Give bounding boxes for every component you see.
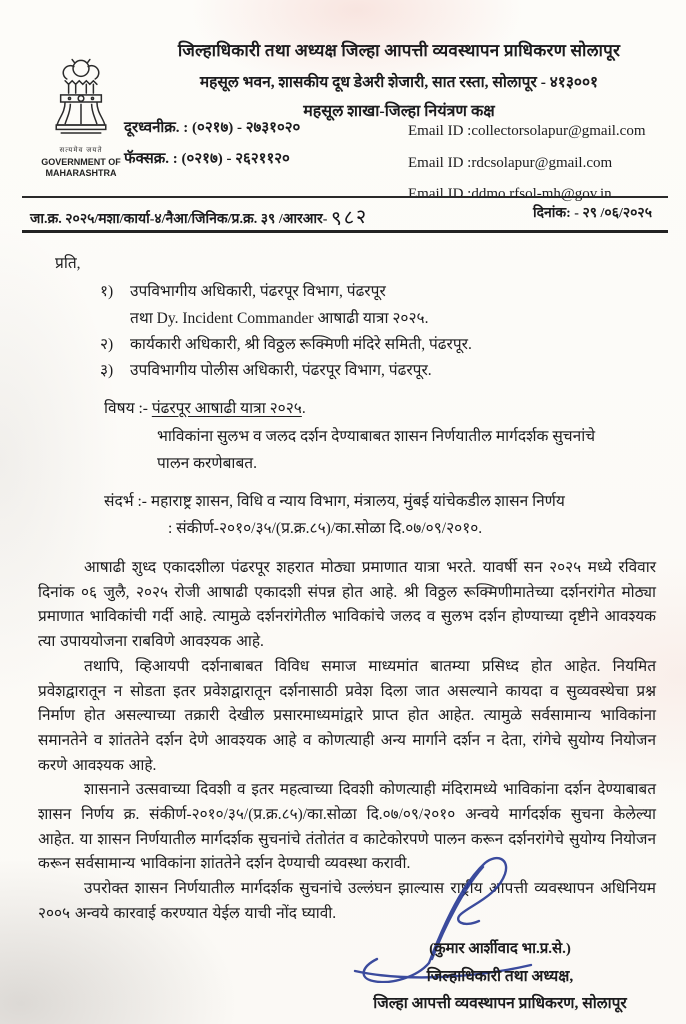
outward-number-line (30, 202, 368, 229)
body-paragraph-1: आषाढी शुध्द एकादशीला पंढरपूर शहरात मोठ्या प्रमाणात यात्रा भरते. यावर्षी सन २०२५ मध्ये रविवार दिनांक ०६ जुलै, २०२५ रोजी आषाढी एकादशी संपन्न होत आहे. श्री विठ्ठल रूक्मिणीमातेच्या दर्शनरांगेत मोठ्या प्रमाणात भाविकांची गर्दी आहे. त्यामुळे दर्शनरांगेतील भाविकांचे जलद व सुलभ दर्शन होण्याच्या दृष्टीने आवश्यक त्या उपाययोजना राबविणे आवश्यक आहे. (38, 559, 656, 651)
salutation-prati: प्रति, (55, 255, 81, 272)
letter-body (38, 556, 656, 927)
letterhead-branch: महसूल शाखा-जिल्हा नियंत्रण कक्ष (303, 103, 495, 120)
body-paragraph-3: शासनाने उत्सवाच्या दिवशी व इतर महत्वाच्या दिवशी कोणत्याही मंदिरामध्ये भाविकांना दर्शन देण्याबाबत शासन निर्णय क्र. संकीर्ण-२०१०/३५/(प्र.क्र.८५)/का.सोळा दि.०७/०९/२०१० अन्वये मार्गदर्शक सुचना केलेल्या आहेत. या शासन निर्णयातील मार्गदर्शक सुचनांचे तंतोतंत व काटेकोरपणे पालन करून दर्शनरांगेचे सुयोग्य नियोजन करून सर्वसामान्य भाविकांना शांततेने दर्शन देण्याची व्यवस्था करावी. (38, 781, 656, 873)
email-id-rdc: Email ID :rdcsolapur@gmail.com (408, 154, 613, 171)
letterhead-address: महसूल भवन, शासकीय दूध डेअरी शेजारी, सात रस्ता, सोलापूर - ४१३००१ (199, 74, 599, 91)
rule-divider-bottom (22, 230, 668, 233)
subject-title-underlined: पंढरपूर आषाढी यात्रा २०२५ (151, 400, 302, 417)
ashoka-emblem-icon (45, 56, 117, 148)
subject-line2: भाविकांना सुलभ व जलद दर्शन देण्याबाबत शासन निर्णयातील मार्गदर्शक सुचनांचे (157, 428, 596, 445)
subject-line3: पालन करणेबाबत. (157, 455, 258, 472)
emblem-motto: सत्यमेव जयते (59, 146, 103, 154)
letterhead-title: जिल्हाधिकारी तथा अध्यक्ष जिल्हा आपत्ती व्यवस्थापन प्राधिकरण सोलापूर (177, 41, 621, 60)
issuing-authority: जिल्हा आपत्ती व्यवस्थापन प्राधिकरण, सोलापूर (373, 995, 627, 1012)
email-id-ddmo: Email ID :ddmo.rfsol-mh@gov.in (408, 186, 612, 202)
government-of-label: GOVERNMENT OF (41, 157, 121, 167)
recipient-1-number: १) (100, 283, 114, 300)
fax-number: फॅक्सक्र. : (०२१७) - २६२११२० (124, 151, 290, 167)
outward-number: जा.क्र. २०२५/मशा/कार्या-४/नैआ/जिनिक/प्र.क्र. ३९ /आरआर- (30, 212, 331, 227)
body-paragraph-2: तथापि, व्हिआयपी दर्शनाबाबत विविध समाज माध्यमांत बातम्या प्रसिध्द होत आहेत. नियमित प्रवेशद्वारातून न सोडता इतर प्रवेशद्वारातून दर्शनासाठी प्रवेश दिला जात असल्याने कायदा व सुव्यवस्थेचा प्रश्न निर्माण होत असल्याच्या तक्रारी देखील प्रसारमाध्यमांद्वारे प्राप्त होत आहेत. त्यामुळे सर्वसामान्य भाविकांना समानतेने व शांततेने दर्शन देणे आवश्यक आहे व कोणत्याही अन्य मार्गाने दर्शन न देता, रांगेचे सुयोग्य नियोजन करणे आवश्यक आहे. (38, 657, 656, 774)
subject-line (104, 396, 306, 418)
subject-label: विषय :- (104, 400, 152, 417)
maharashtra-label: MAHARASHTRA (45, 168, 117, 178)
signatory-designation: जिल्हाधिकारी तथा अध्यक्ष, (426, 968, 574, 985)
recipient-3-line1: उपविभागीय पोलीस अधिकारी, पंढरपूर विभाग, पंढरपूर. (130, 362, 432, 379)
recipient-1-line2: तथा Dy. Incident Commander आषाढी यात्रा २०२५. (130, 310, 429, 327)
body-paragraph-4: उपरोक्त शासन निर्णयातील मार्गदर्शक सुचनांचे उल्लंघन झाल्यास राष्ट्रीय आपत्ती व्यवस्थापन अधिनियम २००५ अन्वये कारवाई करण्यात येईल याची नोंद घ्यावी. (38, 880, 656, 922)
recipient-2-line1: कार्यकारी अधिकारी, श्री विठ्ठल रूक्मिणी मंदिरे समिती, पंढरपूर. (130, 336, 472, 353)
phone-number: दूरध्वनीक्र. : (०२१७) - २७३१०२० (124, 120, 301, 136)
email-id-collector: Email ID :collectorsolapur@gmail.com (408, 123, 646, 139)
signatory-name: (कुमार आर्शीवाद भा.प्र.से.) (429, 941, 571, 957)
reference-line1: संदर्भ :- महाराष्ट्र शासन, विधि व न्याय विभाग, मंत्रालय, मुंबई यांचेकडील शासन निर्णय (104, 493, 565, 510)
recipient-2-number: २) (100, 336, 114, 353)
recipient-3-number: ३) (100, 362, 114, 379)
handwritten-outward-number: ९८२ (330, 203, 370, 231)
recipient-1-line1: उपविभागीय अधिकारी, पंढरपूर विभाग, पंढरपूर (130, 283, 386, 300)
subject-period: . (301, 400, 306, 417)
rule-divider-top (22, 196, 668, 198)
letter-date: दिनांक: - २९ /०६/२०२५ (532, 206, 652, 221)
reference-line2: : संकीर्ण-२०१०/३५/(प्र.क्र.८५)/का.सोळा दि.०७/०९/२०१०. (168, 520, 483, 537)
state-emblem (26, 56, 136, 179)
